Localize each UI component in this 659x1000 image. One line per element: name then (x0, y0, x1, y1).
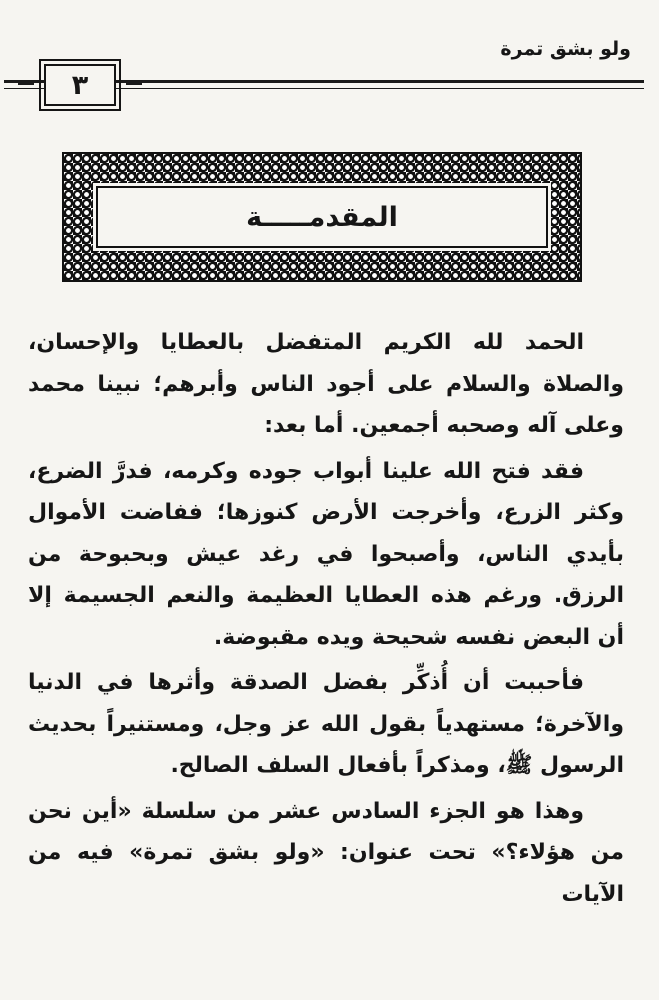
page-number-box (44, 64, 116, 106)
title-frame-inner (96, 186, 548, 248)
section-title: المقدمـــــة (246, 201, 398, 233)
ornamental-title-frame (62, 152, 582, 282)
paragraph-3: فأحببت أن أُذكِّر بفضل الصدقة وأثرها في الدنيا والآخرة؛ مستهدياً بقول الله عز وجل، ومستنيراً بحديث الرسول ﷺ، ومذكراً بأفعال السلف الصالح. (28, 670, 624, 778)
paragraph-2: فقد فتح الله علينا أبواب جوده وكرمه، فدرَّ الضرع، وكثر الزرع، وأخرجت الأرض كنوزها؛ ففاضت الأموال بأيدي الناس، وأصبحوا في رغد عيش وبحبوحة من الرزق. ورغم هذه العطايا العظيمة والنعم الجسيمة إلا أن البعض نفسه شحيحة ويده مقبوضة. (28, 458, 624, 650)
paragraph-1: الحمد لله الكريم المتفضل بالعطايا والإحسان، والصلاة والسلام على أجود الناس وأبرهم؛ نبينا محمد وعلى آله وصحبه أجمعين. أما بعد: (28, 330, 624, 438)
page-number: ٣ (71, 69, 89, 101)
page-number-dash-right (126, 82, 142, 85)
paragraph-4: وهذا هو الجزء السادس عشر من سلسلة «أين نحن من هؤلاء؟» تحت عنوان: «ولو بشق تمرة» فيه من الآيات (28, 798, 624, 907)
running-header-title: ولو بشق تمرة (500, 38, 631, 60)
page-number-dash-left (18, 82, 34, 85)
body-text (28, 322, 624, 915)
